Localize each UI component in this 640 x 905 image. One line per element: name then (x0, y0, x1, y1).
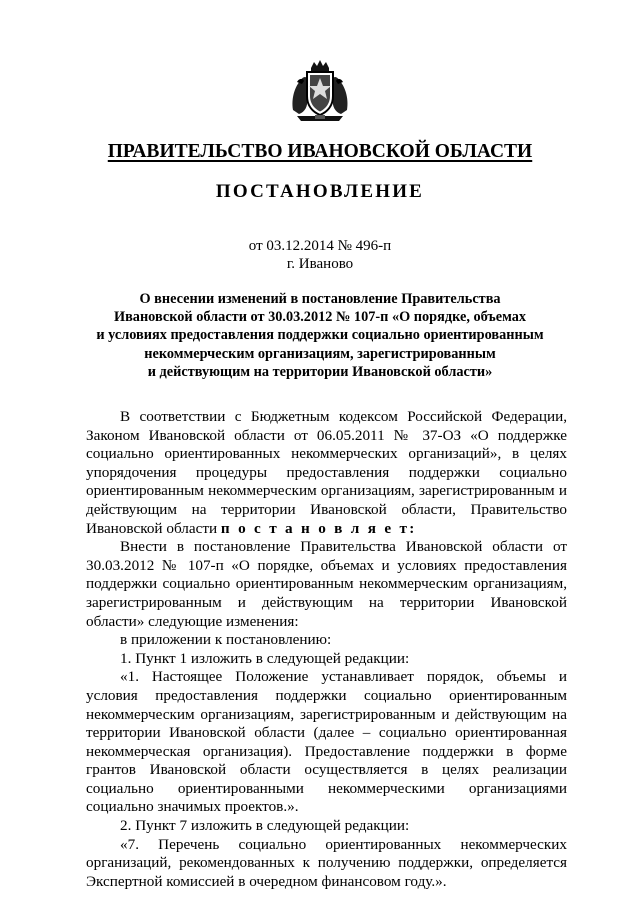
heading-line: и условиях предоставления поддержки социально ориентированным (96, 327, 544, 344)
heading-line: Ивановской области от 30.03.2012 № 107-п «О порядке, объемах (113, 309, 527, 326)
preamble-paragraph (86, 408, 567, 538)
coat-of-arms-icon (287, 58, 353, 124)
government-name (0, 141, 640, 163)
document-city: г. Иваново (286, 256, 354, 272)
preamble-text: В соответствии с Бюджетным кодексом Российской Федерации, Законом Ивановской области от 06.05.2011 № 37-ОЗ «О поддержке социально ориентированных некоммерческих организаций», в целях упорядочения процедуры предоставления поддержки социально ориентированным некоммерческим организациям, зарегистрированным и действующим на территории Ивановской области, Правительство Ивановской области (86, 408, 567, 537)
government-name-text: ПРАВИТЕЛЬСТВО ИВАНОВСКОЙ ОБЛАСТИ (107, 141, 533, 162)
document-body (86, 408, 567, 891)
amendment-intro-paragraph: Внести в постановление Правительства Ивановской области от 30.03.2012 № 107-п «О порядке, объемах и условиях предоставления поддержки социально ориентированным некоммерческим организациям, зарегистрированным и действующим на территории Ивановской области» следующие изменения: (86, 538, 567, 630)
document-heading (90, 290, 550, 381)
item-1-text: «1. Настоящее Положение устанавливает порядок, объемы и условия предоставления поддержки социально ориентированным некоммерческим организациям, зарегистрированным и действующим на территории Ивановской области (далее – социально ориентированная некоммерческая организация). Предоставление поддержки в форме грантов Ивановской области осуществляется в целях реализации социально ориентированными некоммерческими организациями социально значимых проектов.». (86, 668, 567, 816)
resolves-word: п о с т а н о в л я е т: (220, 519, 417, 537)
heading-line: и действующим на территории Ивановской области» (147, 363, 493, 380)
item-2-heading: 2. Пункт 7 изложить в следующей редакции: (120, 817, 410, 835)
document-type: ПОСТАНОВЛЕНИЕ (215, 181, 425, 202)
heading-line: некоммерческим организациям, зарегистрированным (144, 345, 496, 362)
item-2-text: «7. Перечень социально ориентированных некоммерческих организаций, рекомендованных к получению поддержки, определяется Экспертной комиссией в очередном финансовом году.». (86, 835, 567, 890)
item-1-heading: 1. Пункт 1 изложить в следующей редакции: (120, 649, 410, 667)
annex-paragraph: в приложении к постановлению: (120, 631, 332, 649)
document-date-number: от 03.12.2014 № 496-п (248, 238, 392, 254)
heading-line: О внесении изменений в постановление Правительства (139, 291, 501, 307)
